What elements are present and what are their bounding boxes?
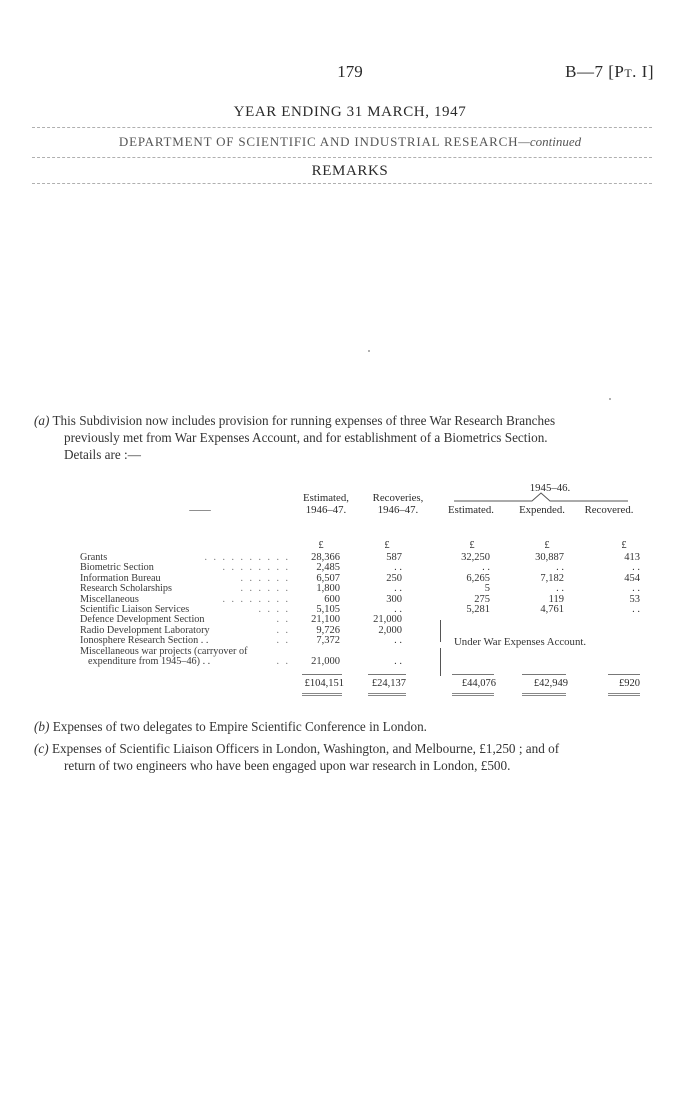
cell-rec45: . . <box>632 583 640 595</box>
row-leader-dots: . . <box>276 656 290 667</box>
department-suffix: —continued <box>518 134 582 149</box>
cell-est: 1,800 <box>316 583 340 595</box>
cell-rec: 250 <box>386 572 402 584</box>
rule-3 <box>32 183 652 184</box>
note-c-line-1 <box>34 740 559 757</box>
page-number: 179 <box>337 62 363 81</box>
scan-speck <box>368 350 370 352</box>
total-double-rec <box>368 693 406 696</box>
cell-est: 21,000 <box>311 656 340 667</box>
cell-est: 5,105 <box>316 604 340 615</box>
row-leader-dots: . . . . . . . . <box>222 593 290 605</box>
doc-ref-main: B—7 [P <box>565 62 625 81</box>
row-leader-dots: . . . . . . . . . . <box>204 552 290 563</box>
cell-rec: . . <box>394 656 402 667</box>
row-label: Ionosphere Research Section . . <box>80 635 209 647</box>
note-b-label: (b) <box>34 719 50 734</box>
total-exp-1945: £42,949 <box>533 678 568 689</box>
cell-exp45: 4,761 <box>540 604 564 615</box>
year-heading: YEAR ENDING 31 MARCH, 1947 <box>233 104 467 120</box>
row-label: Information Bureau <box>80 572 161 584</box>
total-rec-1946: £24,137 <box>371 678 406 689</box>
note-b-text: Expenses of two delegates to Empire Scientific Conference in London. <box>52 719 427 734</box>
cell-est: 9,726 <box>316 624 340 636</box>
total-est-1946: £104,151 <box>304 678 344 689</box>
cell-exp45: 30,887 <box>535 552 564 563</box>
cell-rec: . . <box>394 583 402 595</box>
row-leader-dots: . . . . . . <box>240 572 290 584</box>
rule-1 <box>32 127 652 128</box>
total-rule-rec <box>368 674 406 675</box>
cell-rec45: 53 <box>629 593 640 605</box>
group-brace <box>452 490 630 504</box>
row-label: Defence Development Section <box>80 614 205 626</box>
row-leader-dots: . . . . <box>258 604 290 615</box>
col-header-est-1946-b: 1946–47. <box>305 504 347 516</box>
currency-est-1946: £ <box>318 540 324 551</box>
row-leader-dots: . . . . . . <box>240 583 290 595</box>
col-header-exp-1945: Expended. <box>519 504 565 516</box>
scan-speck <box>609 398 611 400</box>
note-c-text-1: Expenses of Scientific Liaison Officers in London, Washington, and Melbourne, £1,250 ; and of <box>51 741 560 756</box>
total-double-exp45 <box>522 693 566 696</box>
cell-rec: 300 <box>386 593 402 605</box>
note-a-text-1: This Subdivision now includes provision for running expenses of three War Research Branches <box>52 413 556 428</box>
col-header-est-1945: Estimated. <box>448 504 494 516</box>
total-rule-rec45 <box>608 674 640 675</box>
col-header-est-1946 <box>296 492 356 516</box>
note-a-line-3: Details are :— <box>64 447 141 462</box>
currency-est-1945: £ <box>469 540 475 551</box>
total-rec-1945: £920 <box>619 678 640 689</box>
row-label: Miscellaneous <box>80 593 139 605</box>
note-c-line-2: return of two engineers who have been engaged upon war research in London, £500. <box>64 758 511 773</box>
cell-rec45: . . <box>632 562 640 574</box>
currency-exp-1945: £ <box>544 540 550 551</box>
total-double-rec45 <box>608 693 640 696</box>
rule-2 <box>32 157 652 158</box>
cell-est45: 5 <box>484 583 490 595</box>
note-a-label: (a) <box>34 413 50 428</box>
cell-rec: 2,000 <box>378 624 402 636</box>
cell-est: 28,366 <box>311 552 340 563</box>
cell-exp45: . . <box>556 583 564 595</box>
cell-rec: . . <box>394 635 402 647</box>
cell-est45: 32,250 <box>461 552 490 563</box>
cell-exp45: . . <box>556 562 564 574</box>
document-reference <box>565 62 654 82</box>
cell-rec45: . . <box>632 604 640 615</box>
row-label: Research Scholarships <box>80 583 172 595</box>
stub-dash: —— <box>189 504 211 516</box>
col-header-rec-1946-a: Recoveries, <box>372 492 424 504</box>
cell-est: 21,100 <box>311 614 340 626</box>
row-leader-dots: . . <box>276 635 290 647</box>
col-header-rec-1946-b: 1946–47. <box>377 504 419 516</box>
cell-est45: 5,281 <box>466 604 490 615</box>
war-expenses-note: Under War Expenses Account. <box>454 636 587 648</box>
group-header-1945: 1945–46. <box>529 482 571 494</box>
row-label: Scientific Liaison Services <box>80 604 190 615</box>
col-header-rec-1946 <box>366 492 430 516</box>
row-label: Miscellaneous war projects (carryover of <box>80 645 248 657</box>
department-name: DEPARTMENT OF SCIENTIFIC AND INDUSTRIAL RESEARCH <box>118 134 519 149</box>
total-double-est <box>302 693 342 696</box>
note-c-label: (c) <box>34 741 49 756</box>
total-double-est45 <box>452 693 494 696</box>
cell-rec: 21,000 <box>373 614 402 626</box>
row-label: Biometric Section <box>80 562 154 574</box>
row-leader-dots: . . <box>276 614 290 626</box>
total-rule-est <box>302 674 342 675</box>
cell-rec: . . <box>394 562 402 574</box>
row-label: Radio Development Laboratory <box>80 624 210 636</box>
cell-est45: 6,265 <box>466 572 490 584</box>
col-header-rec-1945: Recovered. <box>584 504 634 516</box>
row-label: expenditure from 1945–46) . . <box>88 656 211 667</box>
row-leader-dots: . . <box>276 624 290 636</box>
cell-est45: . . <box>482 562 490 574</box>
cell-est: 2,485 <box>316 562 340 574</box>
doc-ref-end: . I] <box>632 62 654 81</box>
cell-est: 6,507 <box>316 572 340 584</box>
cell-est45: 275 <box>474 593 490 605</box>
cell-est: 600 <box>324 593 340 605</box>
cell-rec45: 413 <box>624 552 640 563</box>
cell-rec: 587 <box>386 552 402 563</box>
total-rule-est45 <box>452 674 494 675</box>
cell-est: 7,372 <box>316 635 340 647</box>
note-a-line-1 <box>34 412 555 429</box>
currency-rec-1946: £ <box>384 540 390 551</box>
cell-exp45: 7,182 <box>540 572 564 584</box>
currency-rec-1945: £ <box>621 540 627 551</box>
row-leader-dots: . . . . . . . . <box>222 562 290 574</box>
cell-exp45: 119 <box>548 593 564 605</box>
row-label: Grants <box>80 552 108 563</box>
war-brace-upper <box>440 620 441 642</box>
section-heading: REMARKS <box>311 163 389 179</box>
total-est-1945: £44,076 <box>461 678 496 689</box>
total-rule-exp45 <box>522 674 566 675</box>
war-brace-lower <box>440 648 441 676</box>
cell-rec: . . <box>394 604 402 615</box>
cell-rec45: 454 <box>624 572 640 584</box>
col-header-est-1946-a: Estimated, <box>303 492 349 504</box>
department-heading <box>0 134 700 150</box>
doc-ref-small: t <box>624 62 633 81</box>
note-a-line-2: previously met from War Expenses Account, and for establishment of a Biometrics Section. <box>64 430 548 445</box>
note-b <box>34 718 427 735</box>
